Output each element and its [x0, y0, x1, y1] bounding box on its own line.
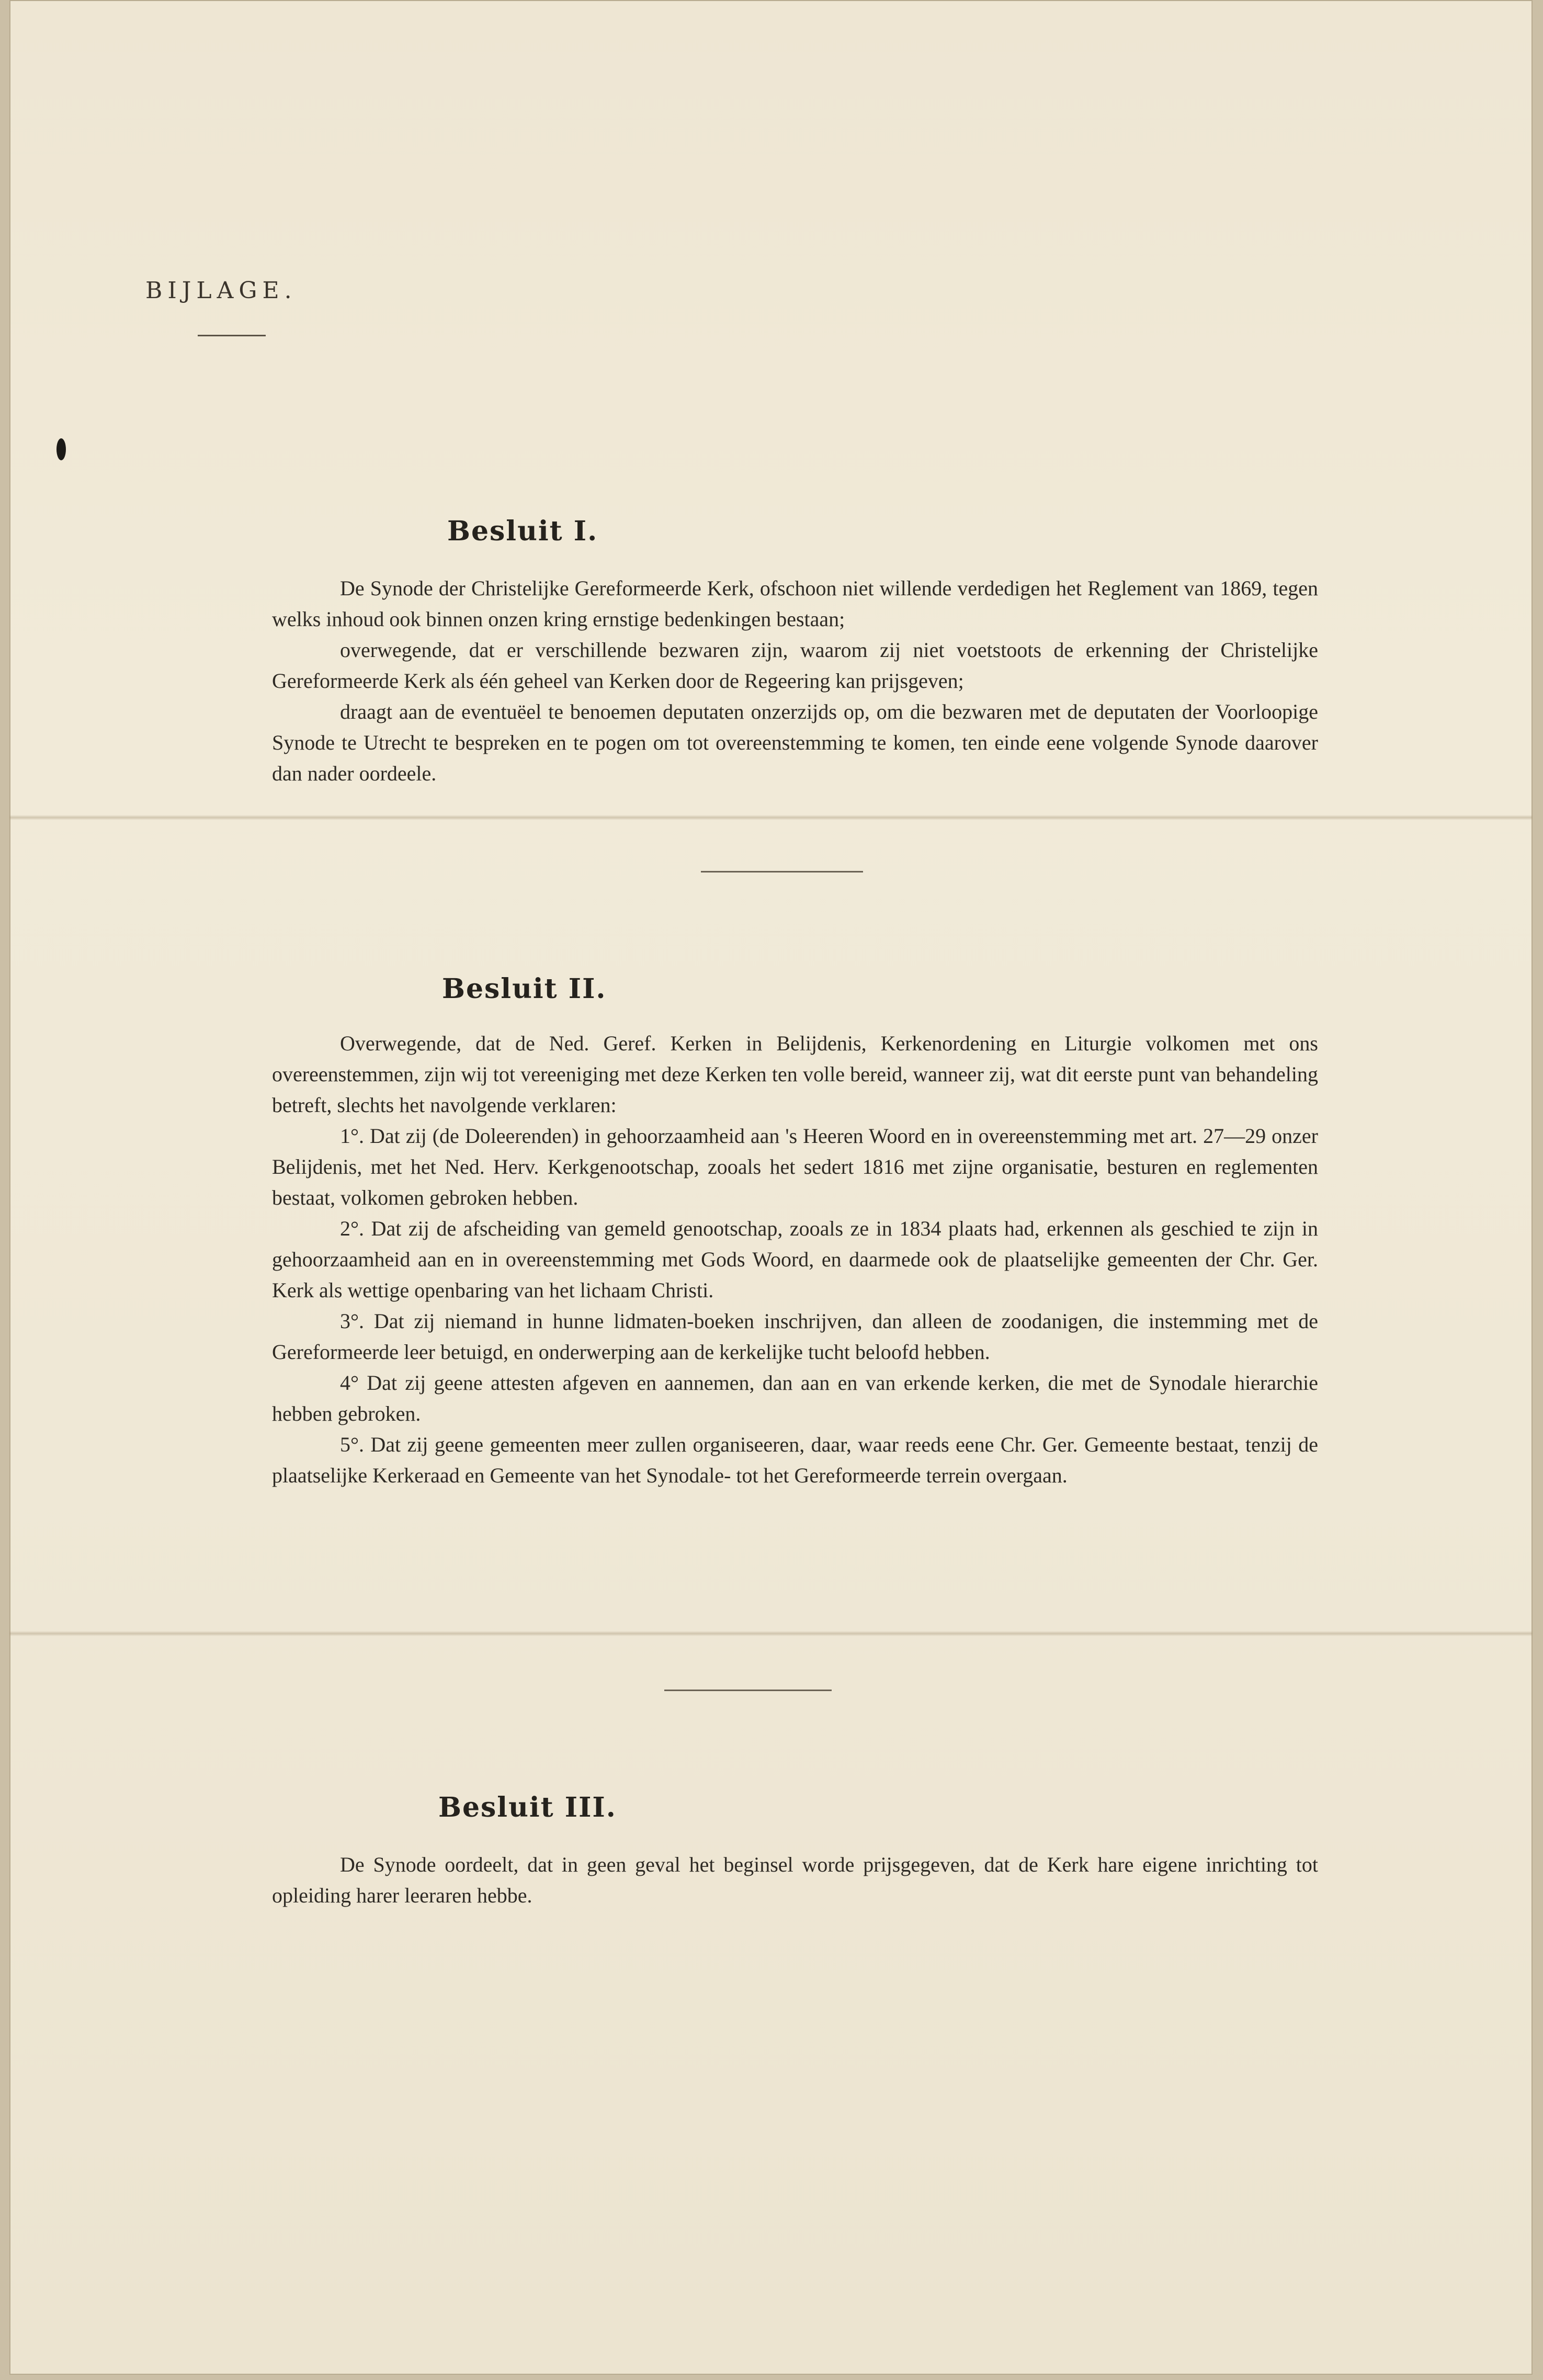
paragraph: De Synode oordeelt, dat in geen geval het beginsel worde prijsgegeven, dat de Kerk hare eigene inrichting tot opleiding harer leeraren hebbe.	[272, 1853, 1318, 1907]
paragraph: 2°. Dat zij de afscheiding van gemeld genootschap, zooals ze in 1834 plaats had, erkennen als geschied te zijn in gehoorzaamheid aan en in overeenstemming met Gods Woord, en daarmede ook de plaatselijke gemeenten der Chr. Ger. Kerk als wettige openbaring van het lichaam Christi.	[272, 1217, 1318, 1302]
paragraph: 5°. Dat zij geene gemeenten meer zullen organiseeren, daar, waar reeds eene Chr. Ger. Gemeente bestaat, tenzij de plaatselijke Kerkeraad en Gemeente van het Synodale- tot het Gereformeerde terrein overgaan.	[272, 1433, 1318, 1487]
paragraph: Overwegende, dat de Ned. Geref. Kerken in Belijdenis, Kerkenordening en Liturgie volkomen met ons overeenstemmen, zijn wij tot vereeniging met deze Kerken ten volle bereid, wanneer zij, wat dit eerste punt van behandeling betreft, slechts het navolgende verklaren:	[272, 1032, 1318, 1117]
paragraph: 1°. Dat zij (de Doleerenden) in gehoorzaamheid aan 's Heeren Woord en in overeenstemming met art. 27—29 onzer Belijdenis, met het Ned. Herv. Kerkgenootschap, zooals het sedert 1816 met zijne organisatie, besturen en reglementen bestaat, volkomen gebroken hebben.	[272, 1124, 1318, 1209]
paper-fold	[9, 815, 1533, 820]
paragraph: 3°. Dat zij niemand in hunne lidmaten-boeken inschrijven, dan alleen de zoodanigen, die instemming met de Gereformeerde leer betuigd, en onderwerping aan de kerkelijke tucht beloofd hebben.	[272, 1309, 1318, 1364]
section-body-besluit-1	[272, 573, 1318, 789]
section-title-besluit-3: Besluit III.	[438, 1792, 617, 1823]
section-title-besluit-1: Besluit I.	[447, 515, 598, 547]
ink-mark	[56, 438, 66, 460]
section-divider	[701, 871, 863, 872]
paragraph: overwegende, dat er verschillende bezwaren zijn, waarom zij niet voetstoots de erkenning der Christelijke Gereformeerde Kerk als één geheel van Kerken door de Regeering kan prijsgeven;	[272, 638, 1318, 693]
section-body-besluit-2	[272, 1028, 1318, 1491]
paragraph: 4° Dat zij geene attesten afgeven en aannemen, dan aan en van erkende kerken, die met de Synodale hierarchie hebben gebroken.	[272, 1371, 1318, 1425]
paragraph: De Synode der Christelijke Gereformeerde Kerk, ofschoon niet willende verdedigen het Reglement van 1869, tegen welks inhoud ook binnen onzen kring ernstige bedenkingen bestaan;	[272, 576, 1318, 631]
paper-fold	[9, 1631, 1533, 1636]
section-title-besluit-2: Besluit II.	[442, 973, 607, 1005]
page-heading: BIJLAGE.	[145, 277, 297, 304]
section-divider	[664, 1690, 832, 1691]
heading-underline	[198, 335, 266, 336]
section-body-besluit-3	[272, 1849, 1318, 1911]
paragraph: draagt aan de eventuëel te benoemen deputaten onzerzijds op, om die bezwaren met de deputaten der Voorloopige Synode te Utrecht te bespreken en te pogen om tot overeenstemming te komen, ten einde eene volgende Synode daarover dan nader oordeele.	[272, 700, 1318, 785]
